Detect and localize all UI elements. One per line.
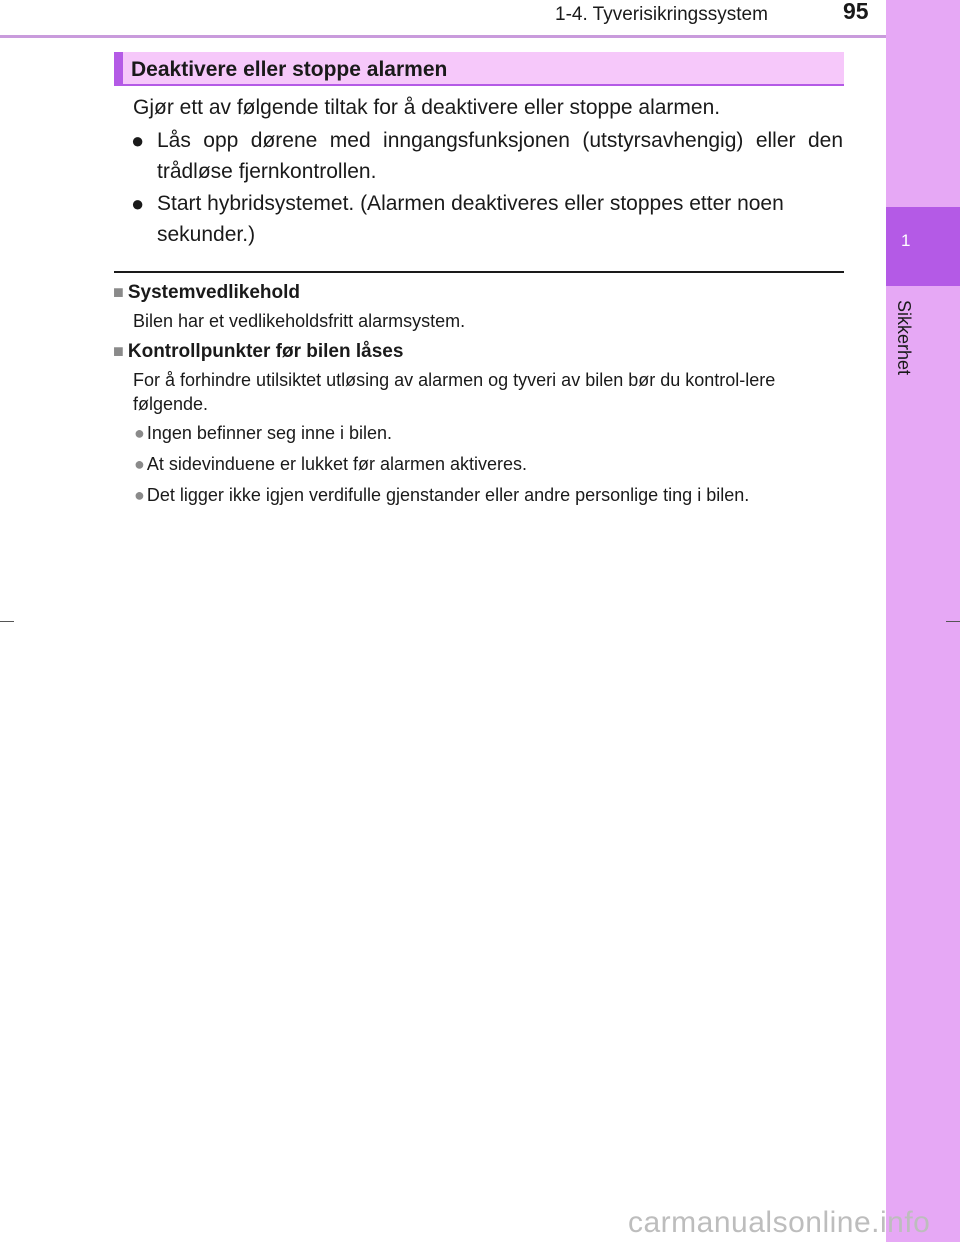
check-item: ● Ingen befinner seg inne i bilen.	[134, 423, 393, 443]
header-rule	[0, 35, 886, 38]
note-text: For å forhindre utilsiktet utløsing av alarmen og tyveri av bilen bør du kontrol-lere følgende.	[133, 370, 776, 414]
bullet-text: Lås opp dørene med inngangsfunksjonen (utstyrsavhengig) eller den trådløse fjernkontrollen.	[157, 129, 843, 183]
bullet-icon: ●	[131, 128, 145, 153]
bullet-text: Start hybridsystemet. (Alarmen deaktiveres eller stoppes etter noen sekunder.)	[157, 192, 784, 246]
check-item: ● Det ligger ikke igjen verdifulle gjenstander eller andre personlige ting i bilen.	[134, 485, 750, 505]
note-heading: ■ Kontrollpunkter før bilen låses	[113, 341, 404, 362]
square-bullet-icon: ■	[113, 282, 124, 302]
dot-bullet-icon: ●	[134, 485, 145, 505]
square-bullet-icon: ■	[113, 341, 124, 361]
bullet-item	[131, 125, 843, 187]
note-text: Bilen har et vedlikeholdsfritt alarmsystem.	[133, 311, 466, 331]
dot-bullet-icon: ●	[134, 423, 145, 443]
chapter-label: Sikkerhet	[894, 300, 914, 376]
chapter-tab[interactable]	[886, 207, 960, 286]
header-title: 1-4. Tyverisikringssystem	[555, 4, 768, 25]
bullet-item	[131, 188, 843, 250]
section-divider	[114, 271, 844, 273]
dot-bullet-icon: ●	[134, 454, 145, 474]
check-item: ● At sidevinduene er lukket før alarmen aktiveres.	[134, 454, 528, 474]
crop-mark-left	[0, 621, 14, 622]
section-intro: Gjør ett av følgende tiltak for å deaktivere eller stoppe alarmen.	[133, 96, 721, 119]
note-heading: ■ Systemvedlikehold	[113, 282, 300, 303]
bullet-icon: ●	[131, 191, 145, 216]
page-number: 95	[843, 0, 869, 24]
section-title: Deaktivere eller stoppe alarmen	[131, 58, 448, 81]
chapter-number: 1	[901, 231, 911, 250]
watermark: carmanualsonline.info	[628, 1206, 931, 1239]
section-title-box	[114, 52, 844, 86]
crop-mark-right	[946, 621, 960, 622]
